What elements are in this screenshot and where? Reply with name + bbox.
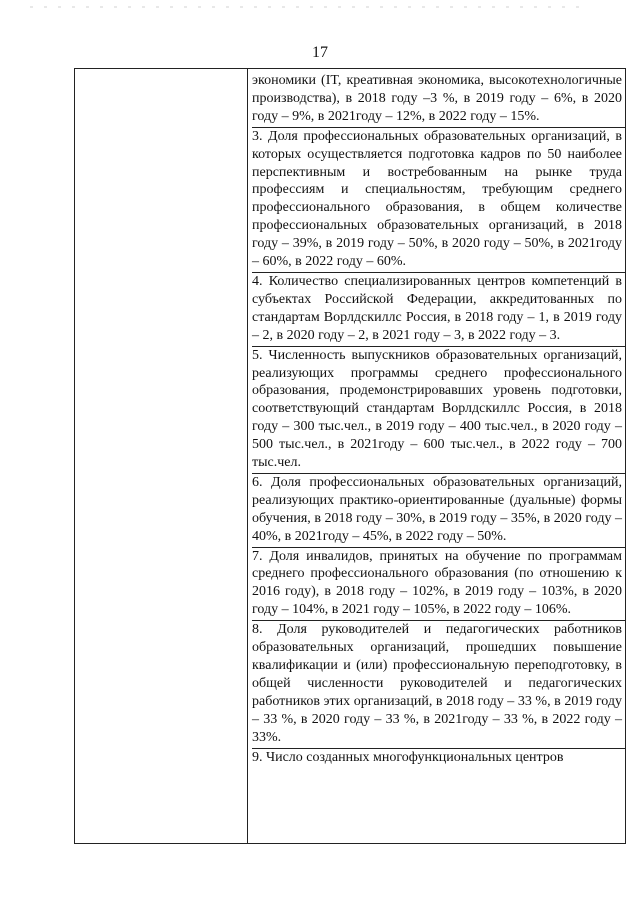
table-left-column [75,69,248,843]
table-entry-3: 3. Доля профессиональных образовательных организаций, в которых осуществляется подготовка кадров по 50 наиболее перспективным и востребованным на рынке труда профессиям и специальностям, требующим среднего профессионального образования, в общем количестве профессиональных образовательных организаций, в 2018 году – 39%, в 2019 году – 50%, в 2020 году – 50%, в 2021году – 60%, в 2022 году – 60%. [252,128,625,273]
table-right-column [248,69,625,843]
table-entry-5: 5. Численность выпускников образовательных организаций, реализующих программы среднего профессионального образования, продемонстрировавших уровень подготовки, соответствующий стандартам Ворлдскиллс Россия, в 2018 году – 300 тыс.чел., в 2019 году – 400 тыс.чел., в 2020 году – 500 тыс.чел., в 2021году – 600 тыс.чел., в 2022 году – 700 тыс.чел. [252,347,625,474]
page-number: 17 [312,44,328,61]
table-entry-7: 7. Доля инвалидов, принятых на обучение по программам среднего профессионального образования (по отношению к 2016 году), в 2018 году – 102%, в 2019 году – 103%, в 2020 году – 104%, в 2021 году – 105%, в 2022 году – 106%. [252,548,625,622]
scan-artifact-line [30,6,590,8]
document-table [74,68,626,844]
table-entry-6: 6. Доля профессиональных образовательных организаций, реализующих практико-ориентированные (дуальные) формы обучения, в 2018 году – 30%, в 2019 году – 35%, в 2020 году – 40%, в 2021году – 45%, в 2022 году – 50%. [252,474,625,548]
table-entry-9: 9. Число созданных многофункциональных центров [252,749,564,765]
table-entry-4: 4. Количество специализированных центров компетенций в субъектах Российской Федерации, аккредитованных по стандартам Ворлдскиллс Россия, в 2018 году – 1, в 2019 году – 2, в 2020 году – 2, в 2021 году – 3, в 2022 году – 3. [252,273,625,347]
table-entry-continuation: экономики (IT, креативная экономика, высокотехнологичные производства), в 2018 году –3 %, в 2019 году – 6%, в 2020 году – 9%, в 2021году – 12%, в 2022 году – 15%. [252,72,625,128]
table-entry-8: 8. Доля руководителей и педагогических работников образовательных организаций, прошедших повышение квалификации и (или) профессиональную переподготовку, в общей численности руководителей и педагогических работников этих организаций, в 2018 году – 33 %, в 2019 году – 33 %, в 2020 году – 33 %, в 2021году – 33 %, в 2022 году – 33%. [252,621,625,748]
